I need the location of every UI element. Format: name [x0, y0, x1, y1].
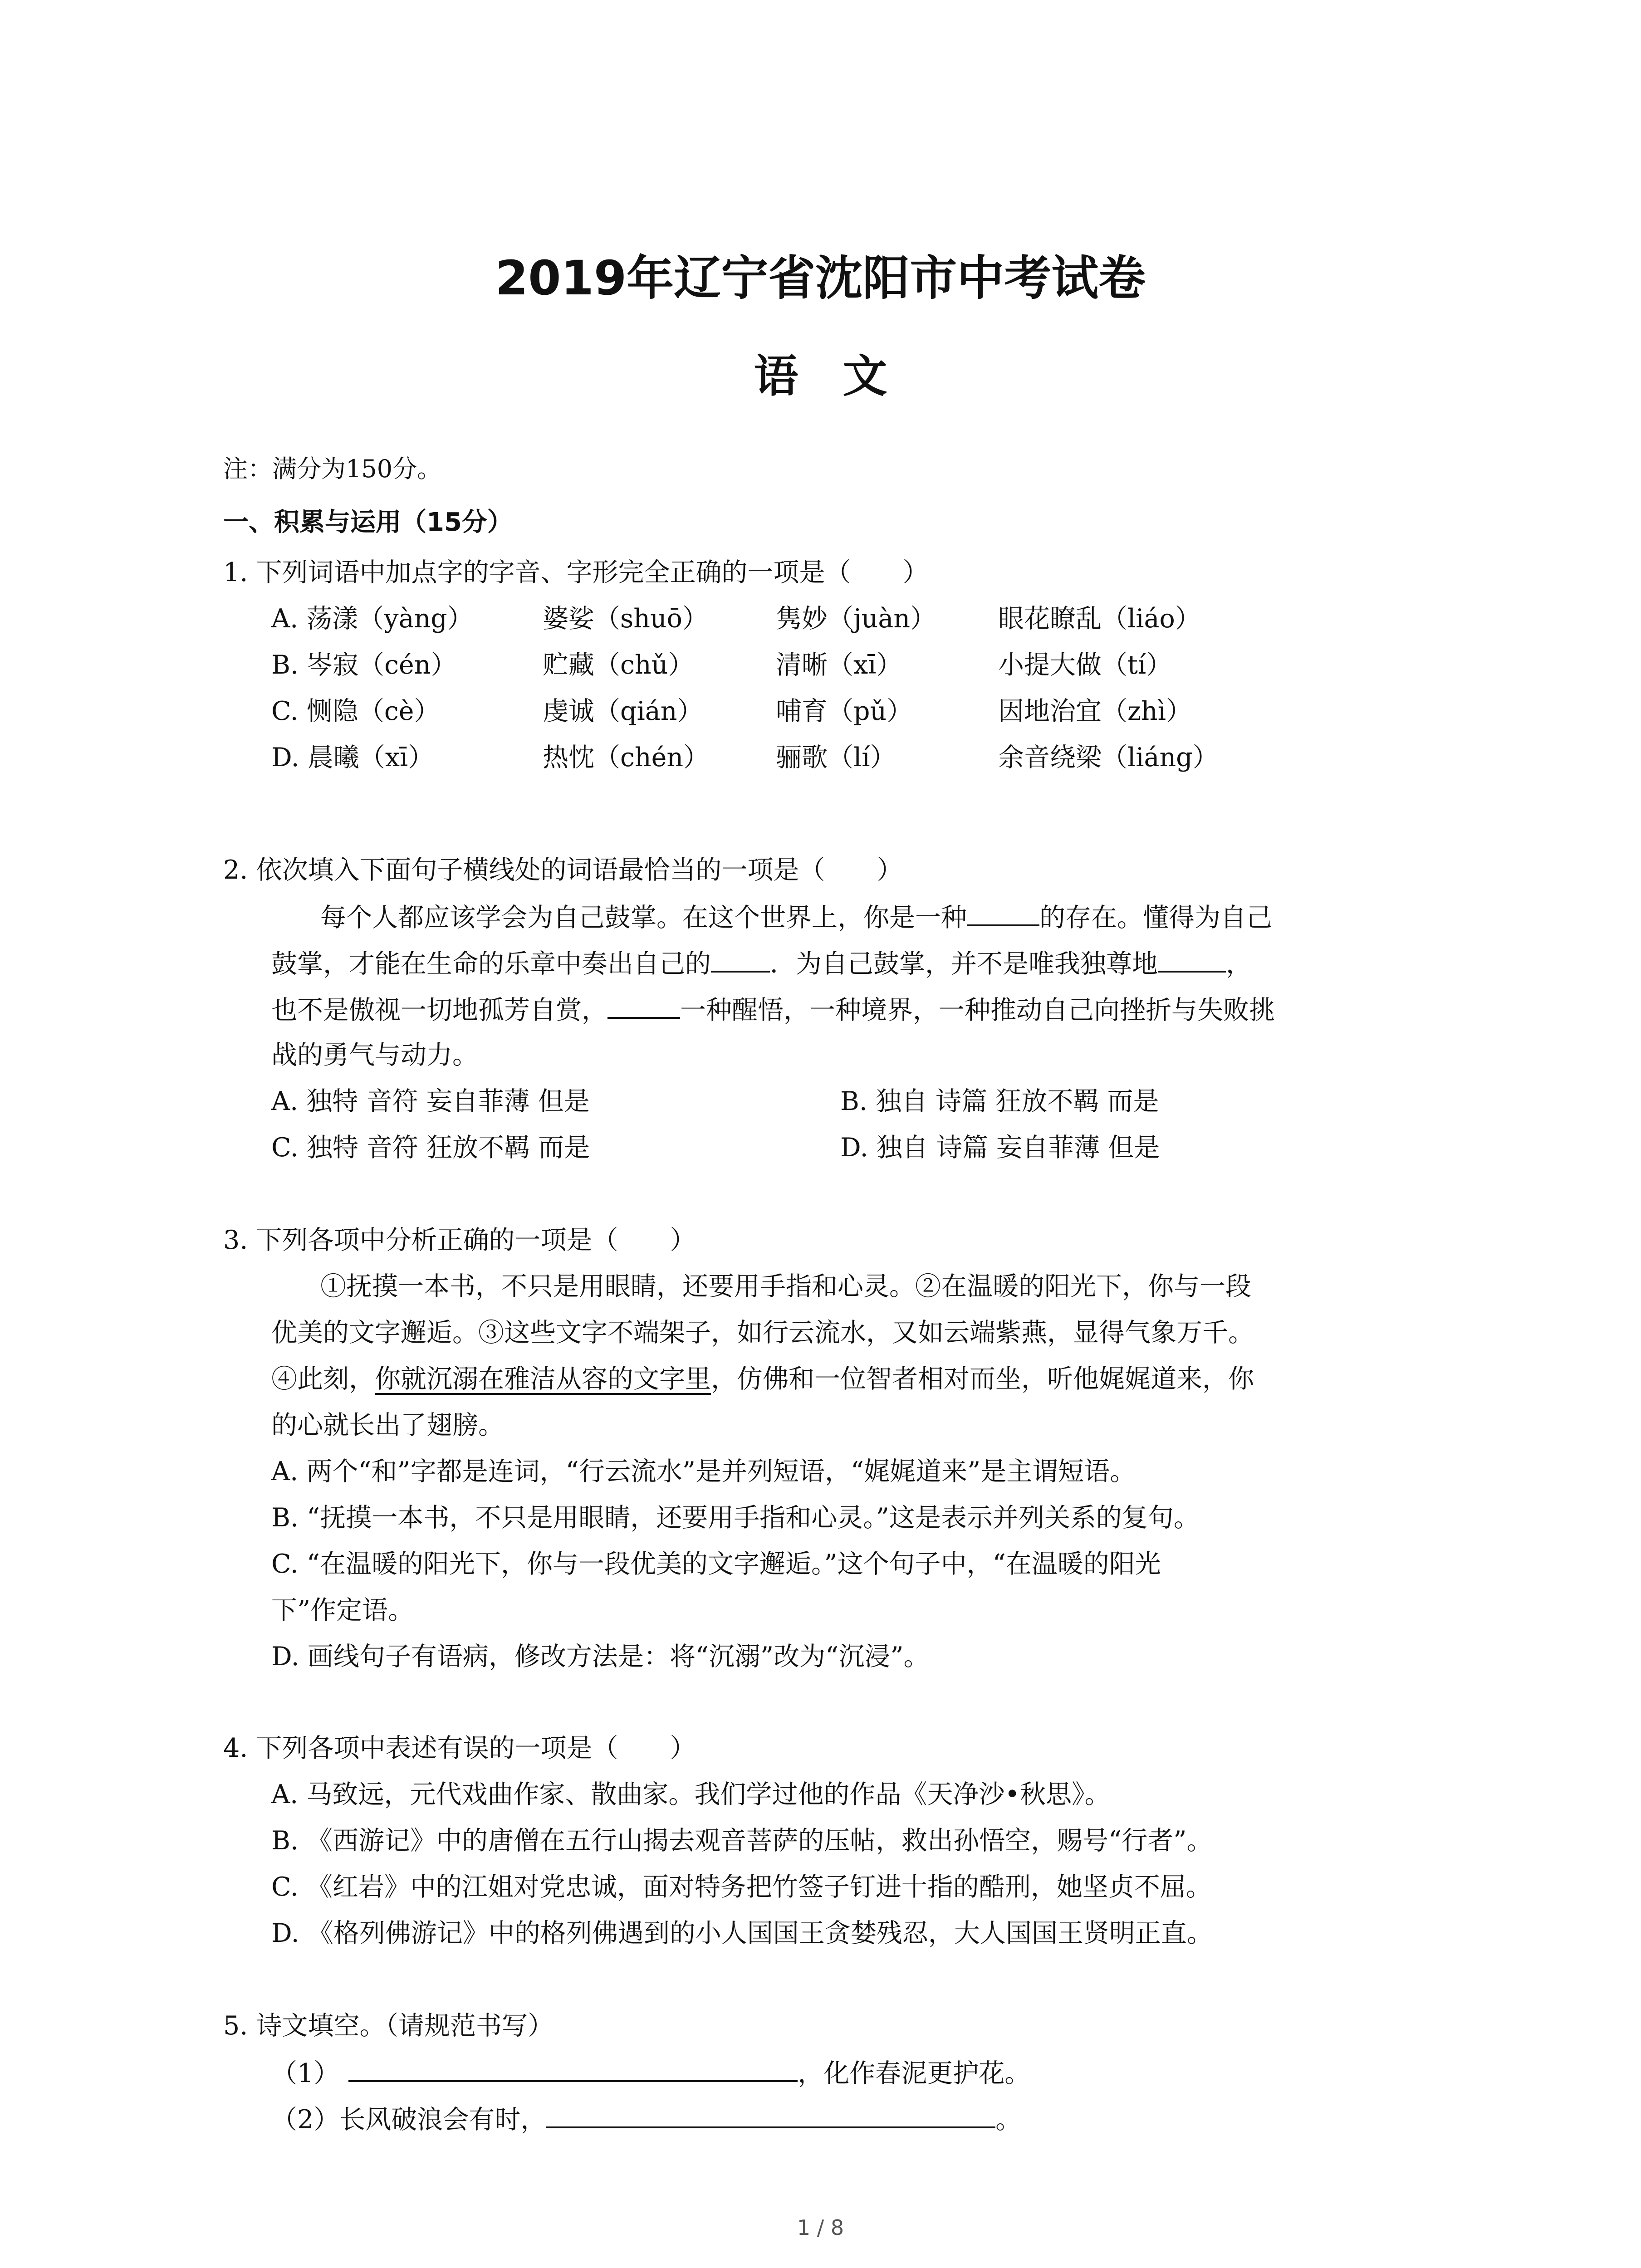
question-2-option-a: A. 独特 音符 妄自菲薄 但是 [271, 1086, 590, 1116]
option-cell: 小提大做（tí） [998, 650, 1172, 680]
option-cell: 婆娑（shuō） [543, 604, 708, 634]
option-cell: B. 岑寂（cén） [271, 650, 457, 680]
question-3-option-c-line-2: 下”作定语。 [271, 1595, 414, 1625]
question-3-option-c-line-1: C. “在温暖的阳光下，你与一段优美的文字邂逅。”这个句子中，“在温暖的阳光 [271, 1549, 1161, 1579]
option-cell: 眼花瞭乱（liáo） [998, 604, 1201, 634]
question-1-stem: 1. 下列词语中加点字的字音、字形完全正确的一项是（ ） [223, 557, 929, 587]
option-cell: 清晰（xī） [776, 650, 902, 680]
question-3-passage-line-3 [271, 1361, 1254, 1397]
question-3-passage-line-1: ①抚摸一本书，不只是用眼睛，还要用手指和心灵。②在温暖的阳光下，你与一段 [320, 1271, 1251, 1301]
question-3-stem: 3. 下列各项中分析正确的一项是（ ） [223, 1225, 696, 1255]
option-cell: 因地治宜（zhì） [998, 696, 1192, 726]
question-2-option-c: C. 独特 音符 狂放不羁 而是 [271, 1133, 590, 1163]
question-3-passage-line-4: 的心就长出了翅膀。 [271, 1410, 504, 1440]
question-3-passage-line-2: 优美的文字邂逅。③这些文字不端架子，如行云流水，又如云端紫燕，显得气象万千。 [271, 1318, 1254, 1348]
exam-subject: 语 文 [754, 350, 887, 402]
score-note: 注：满分为150分。 [223, 455, 442, 483]
question-4-stem: 4. 下列各项中表述有误的一项是（ ） [223, 1733, 696, 1763]
question-4-option-a: A. 马致远，元代戏曲作家、散曲家。我们学过他的作品《天净沙•秋思》。 [271, 1779, 1111, 1809]
passage-text: ， [1226, 949, 1252, 979]
option-cell: 热忱（chén） [543, 743, 710, 772]
option-cell: C. 恻隐（cè） [271, 696, 440, 726]
question-3-option-a: A. 两个“和”字都是连词，“行云流水”是并列短语，“娓娓道来”是主谓短语。 [271, 1457, 1136, 1486]
question-4-option-d: D. 《格列佛游记》中的格列佛遇到的小人国国王贪婪残忍，大人国国王贤明正直。 [271, 1918, 1213, 1948]
question-3-option-d: D. 画线句子有语病，修改方法是：将“沉溺”改为“沉浸”。 [271, 1642, 930, 1672]
question-5-item-1 [271, 2054, 1030, 2092]
question-5-item-2 [271, 2100, 1021, 2138]
option-cell: D. 晨曦（xī） [271, 743, 434, 772]
passage-text: ．为自己鼓掌，并不是唯我独尊地 [770, 949, 1158, 979]
passage-text: 的存在。懂得为自己 [1039, 903, 1272, 933]
passage-text: 鼓掌，才能在生命的乐章中奏出自己的 [271, 949, 711, 979]
option-cell: 虔诚（qián） [543, 696, 703, 726]
passage-text: ，仿佛和一位智者相对而坐，听他娓娓道来，你 [711, 1364, 1254, 1394]
answer-line [348, 2054, 798, 2082]
item-label: （1） [271, 2058, 340, 2088]
fill-blank [967, 898, 1039, 926]
question-2-option-b: B. 独自 诗篇 狂放不羁 而是 [840, 1086, 1159, 1116]
question-5-stem: 5. 诗文填空。（请规范书写） [223, 2011, 554, 2041]
option-cell: 哺育（pǔ） [776, 696, 913, 726]
question-2-passage-line-3 [271, 991, 1275, 1028]
question-2-passage-line-2 [271, 944, 1252, 982]
item-text: （2）长风破浪会有时， [271, 2105, 547, 2135]
option-cell: 骊歌（lí） [776, 743, 896, 772]
passage-text: 每个人都应该学会为自己鼓掌。在这个世界上，你是一种 [320, 903, 967, 933]
question-4-option-c: C. 《红岩》中的江姐对党忠诚，面对特务把竹签子钉进十指的酷刑，她坚贞不屈。 [271, 1872, 1212, 1902]
item-text: ，化作春泥更护花。 [798, 2058, 1031, 2088]
passage-text: ④此刻， [271, 1364, 375, 1394]
exam-title: 2019年辽宁省沈阳市中考试卷 [495, 250, 1146, 306]
option-cell: 余音绕梁（liáng） [998, 743, 1219, 772]
fill-blank [711, 944, 770, 973]
answer-line [546, 2100, 995, 2128]
option-cell: 贮藏（chǔ） [543, 650, 694, 680]
underlined-sentence: 你就沉溺在雅洁从容的文字里 [375, 1364, 711, 1394]
passage-text: 一种醒悟，一种境界，一种推动自己向挫折与失败挑 [680, 995, 1275, 1025]
question-3-option-b: B. “抚摸一本书，不只是用眼睛，还要用手指和心灵。”这是表示并列关系的复句。 [271, 1503, 1200, 1533]
question-4-option-b: B. 《西游记》中的唐僧在五行山揭去观音菩萨的压帖，救出孙悟空，赐号“行者”。 [271, 1826, 1213, 1856]
passage-text: 也不是傲视一切地孤芳自赏， [271, 995, 607, 1025]
question-2-option-d: D. 独自 诗篇 妄自菲薄 但是 [840, 1133, 1160, 1163]
question-2-passage-line-1 [320, 898, 1272, 936]
fill-blank [607, 991, 680, 1019]
item-text: 。 [995, 2105, 1022, 2135]
question-2-passage-line-4: 战的勇气与动力。 [271, 1040, 478, 1070]
page-number: 1 / 8 [797, 2215, 844, 2240]
question-2-stem: 2. 依次填入下面句子横线处的词语最恰当的一项是（ ） [223, 855, 903, 885]
option-cell: A. 荡漾（yàng） [271, 604, 473, 634]
fill-blank [1158, 944, 1226, 973]
option-cell: 隽妙（juàn） [776, 604, 936, 634]
section-heading: 一、积累与运用（15分） [223, 508, 513, 537]
